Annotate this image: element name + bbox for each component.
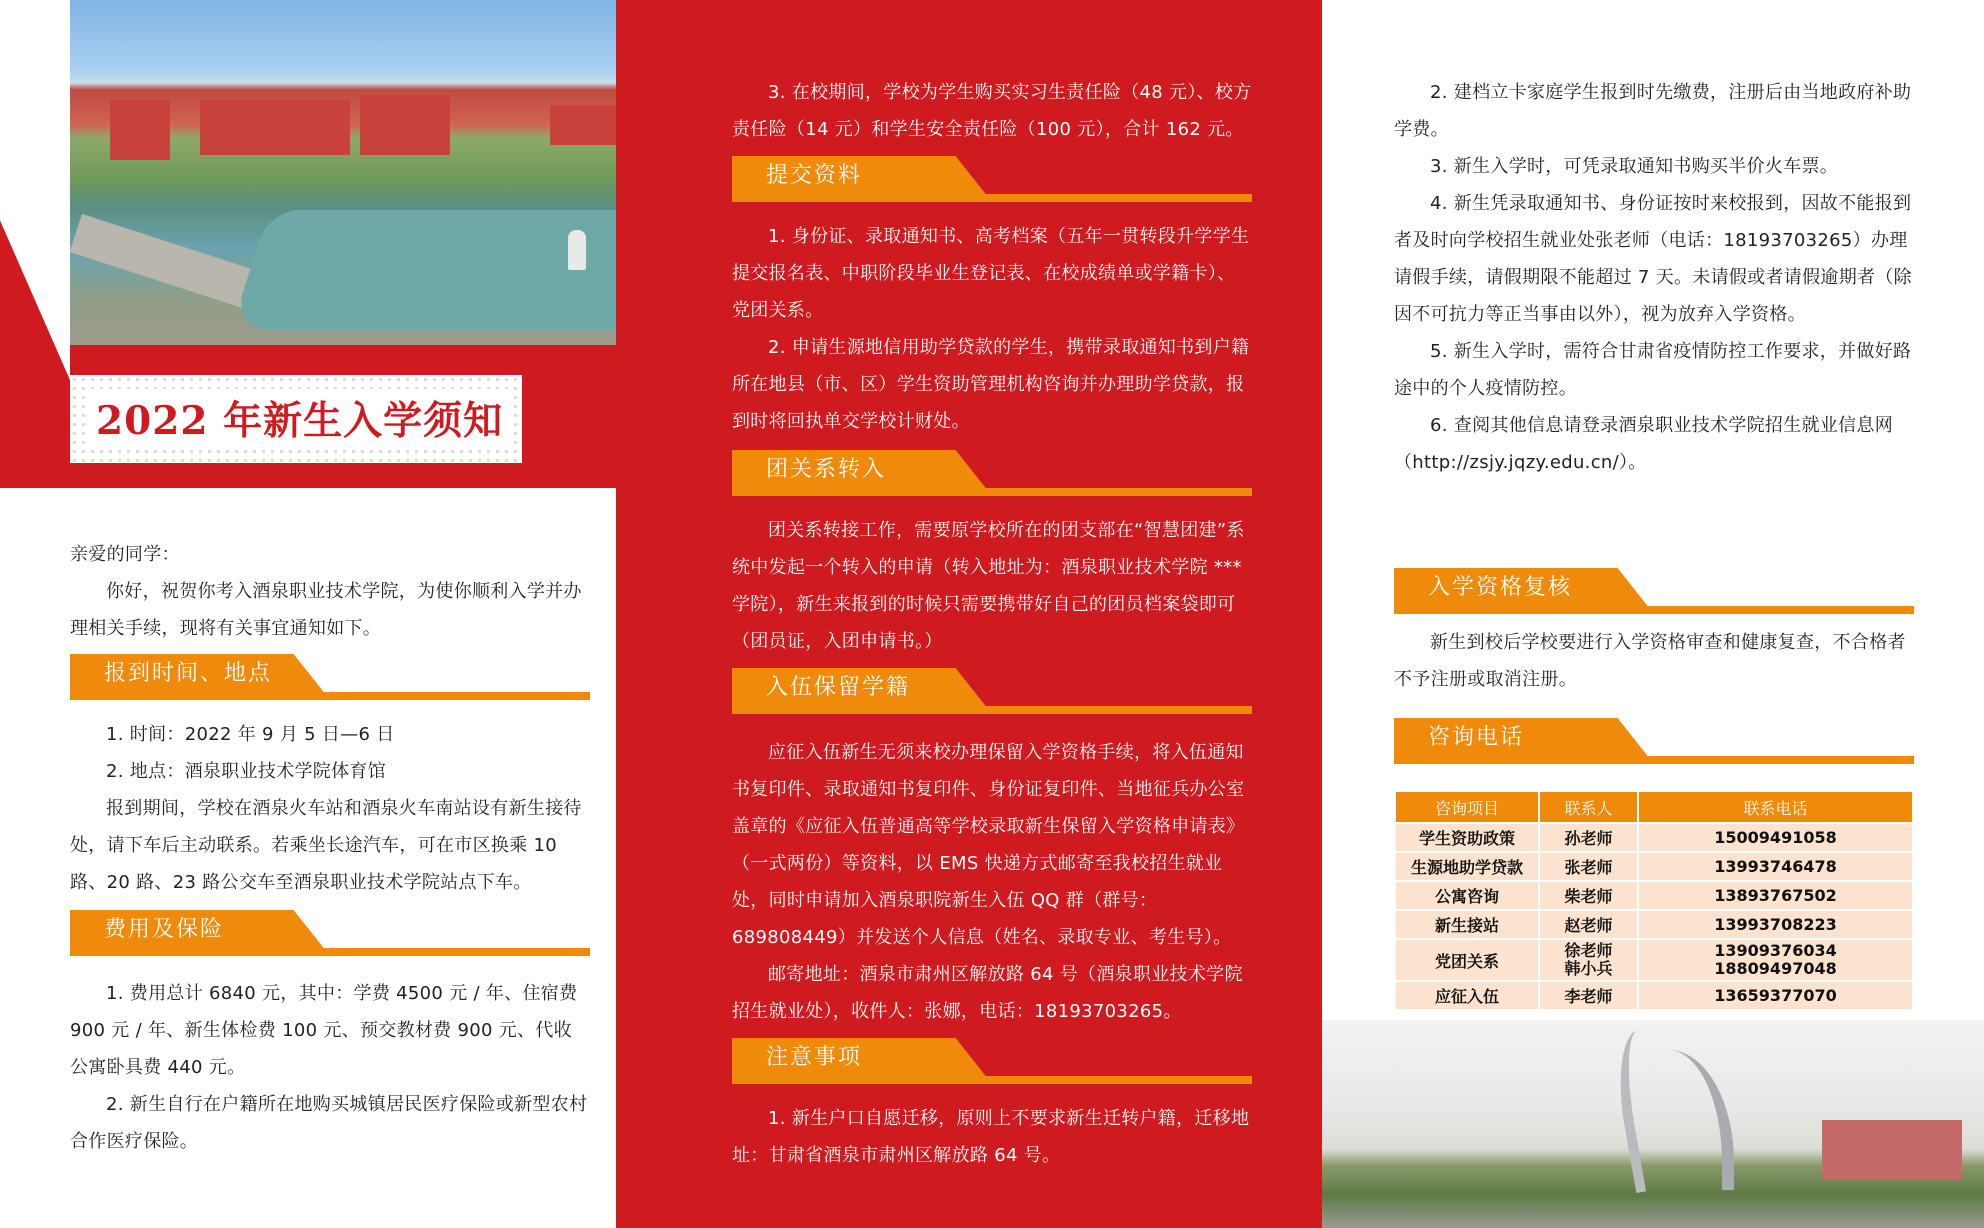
army-mail: 邮寄地址：酒泉市肃州区解放路 64 号（酒泉职业技术学院招生就业处），收件人：张娜，电话：18193703265。 — [732, 964, 1243, 1022]
section-header-report: 报到时间、地点 — [70, 654, 590, 700]
section-header-fees: 费用及保险 — [70, 910, 590, 956]
contact-person: 徐老师 — [1564, 941, 1613, 960]
title-box — [70, 375, 522, 463]
docs-block — [732, 218, 1252, 440]
notes-item: 2. 建档立卡家庭学生报到时先缴费，注册后由当地政府补助学费。 — [1394, 82, 1912, 140]
notes-item: 4. 新生凭录取通知书、身份证按时来校报到，因故不能报到者及时向学校招生就业处张老师（电话：18193703265）办理请假手续，请假期限不能超过 7 天。未请假或者请假逾期者（除因不可抗力等正当事由以外），视为放弃入学资格。 — [1394, 193, 1912, 325]
league-block — [732, 512, 1252, 660]
intro-paragraph: 你好，祝贺你考入酒泉职业技术学院，为使你顺利入学并办理相关手续，现将有关事宜通知如下。 — [70, 581, 582, 639]
league-paragraph: 团关系转接工作，需要原学校所在的团支部在“智慧团建”系统中发起一个转入的申请（转入地址为：酒泉职业技术学院 *** 学院），新生来报到的时候只需要携带好自己的团员档案袋即可（团员证，入团申请书。） — [732, 520, 1245, 652]
notes-item-1: 1. 新生户口自愿迁移，原则上不要求新生迁转户籍，迁移地址：甘肃省酒泉市肃州区解放路 64 号。 — [732, 1108, 1250, 1166]
table-row: 应征入伍 李老师 13659377070 — [1395, 981, 1913, 1010]
intro-block — [70, 536, 590, 647]
docs-item: 1. 身份证、录取通知书、高考档案（五年一贯转段升学学生提交报名表、中职阶段毕业生登记表、在校成绩单或学籍卡）、党团关系。 — [732, 226, 1250, 321]
header-item: 咨询项目 — [1395, 791, 1539, 823]
report-block — [70, 716, 590, 901]
report-paragraph: 报到期间，学校在酒泉火车站和酒泉火车南站设有新生接待处，请下车后主动联系。若乘坐长途汽车，可在市区换乘 10 路、20 路、23 路公交车至酒泉职业技术学院站点下车。 — [70, 798, 582, 893]
table-header-row — [1395, 791, 1913, 823]
fees-item: 2. 新生自行在户籍所在地购买城镇居民医疗保险或新型农村合作医疗保险。 — [70, 1094, 588, 1152]
contact-table — [1394, 790, 1914, 1011]
campus-photo — [70, 0, 660, 345]
greeting: 亲爱的同学： — [70, 544, 180, 565]
header-phone: 联系电话 — [1638, 791, 1913, 823]
contact-person-2: 韩小兵 — [1564, 959, 1613, 978]
army-paragraph: 应征入伍新生无须来校办理保留入学资格手续，将入伍通知书复印件、录取通知书复印件、身份证复印件、当地征兵办公室盖章的《应征入伍普通高等学校录取新生保留入学资格申请表》（一式两份）等资料，以 EMS 快递方式邮寄至我校招生就业处，同时申请加入酒泉职院新生入伍 QQ 群（群号：689808449）并发送个人信息（姓名、录取专业、考生号）。 — [732, 742, 1245, 948]
fees-item-3: 3. 在校期间，学校为学生购买实习生责任险（48 元）、校方责任险（14 元）和学生安全责任险（100 元），合计 162 元。 — [732, 82, 1252, 140]
header-person: 联系人 — [1539, 791, 1638, 823]
report-item: 2. 地点：酒泉职业技术学院体育馆 — [106, 761, 386, 782]
docs-item: 2. 申请生源地信用助学贷款的学生，携带录取通知书到户籍所在地县（市、区）学生资助管理机构咨询并办理助学贷款，报到时将回执单交学校计财处。 — [732, 337, 1250, 432]
section-header-docs: 提交资料 — [732, 156, 1252, 202]
fees-item: 1. 费用总计 6840 元，其中：学费 4500 元 / 年、住宿费 900 元 / 年、新生体检费 100 元、预交教材费 900 元、代收公寓卧具费 440 元。 — [70, 983, 578, 1078]
sculpture-photo — [1322, 1020, 1984, 1228]
page-title: 2022 年新生入学须知 — [96, 398, 504, 444]
section-header-notes: 注意事项 — [732, 1038, 1252, 1084]
review-block — [1394, 624, 1914, 698]
report-item: 1. 时间：2022 年 9 月 5 日—6 日 — [106, 724, 395, 745]
contact-phone-2: 18809497048 — [1714, 959, 1837, 978]
table-row: 生源地助学贷款 张老师 13993746478 — [1395, 852, 1913, 881]
section-header-review: 入学资格复核 — [1394, 568, 1914, 614]
section-header-army: 入伍保留学籍 — [732, 668, 1252, 714]
army-block — [732, 734, 1252, 1030]
contact-phone: 13909376034 — [1714, 941, 1837, 960]
section-header-contact: 咨询电话 — [1394, 718, 1914, 764]
section-header-league: 团关系转入 — [732, 450, 1252, 496]
table-row: 公寓咨询 柴老师 13893767502 — [1395, 881, 1913, 910]
fees-block — [70, 975, 590, 1160]
table-row: 新生接站 赵老师 13993708223 — [1395, 910, 1913, 939]
review-paragraph: 新生到校后学校要进行入学资格审查和健康复查，不合格者不予注册或取消注册。 — [1394, 632, 1906, 690]
notes-block — [1394, 74, 1914, 481]
table-row: 党团关系 徐老师 韩小兵 13909376034 18809497048 — [1395, 939, 1913, 981]
notes-item: 5. 新生入学时，需符合甘肃省疫情防控工作要求，并做好路途中的个人疫情防控。 — [1394, 341, 1912, 399]
notes-item: 3. 新生入学时，可凭录取通知书购买半价火车票。 — [1430, 156, 1839, 177]
notes-item: 6. 查阅其他信息请登录酒泉职业技术学院招生就业信息网（http://zsjy.jqzy.edu.cn/）。 — [1394, 415, 1893, 473]
table-row: 学生资助政策 孙老师 15009491058 — [1395, 823, 1913, 852]
